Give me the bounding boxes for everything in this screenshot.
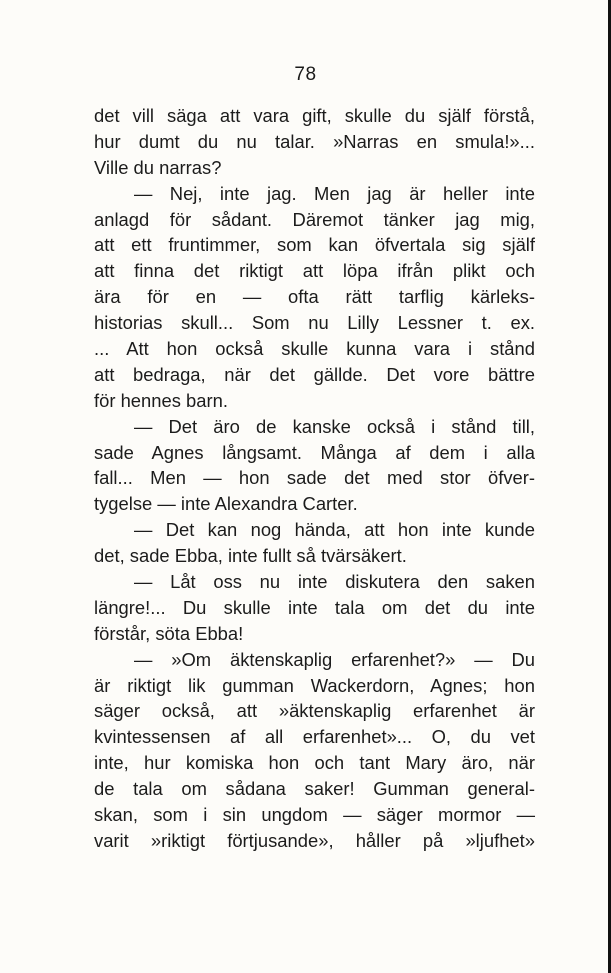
body-text — [94, 103, 535, 854]
text-line: längre!... Du skulle inte tala om det du inte — [94, 596, 535, 618]
text-line: — Det kan nog hända, att hon inte kunde — [134, 519, 535, 541]
text-line: Ville du narras? — [94, 156, 222, 178]
text-line: sade Agnes långsamt. Många af dem i alla — [94, 441, 535, 463]
text-line: det, sade Ebba, inte fullt så tvärsäkert. — [94, 545, 407, 567]
page-number: 78 — [294, 64, 317, 85]
text-line: att ett fruntimmer, som kan öfvertala sig själf — [94, 234, 535, 256]
text-line: är riktigt lik gumman Wackerdorn, Agnes; hon — [94, 674, 535, 696]
text-line: det vill säga att vara gift, skulle du själf förstå, — [94, 105, 535, 126]
text-line: ära för en — ofta rätt tarflig kärleks- — [94, 286, 535, 308]
text-line: hur dumt du nu talar. »Narras en smula!»... — [94, 130, 535, 152]
text-line: ... Att hon också skulle kunna vara i stånd — [94, 338, 535, 360]
text-line: — Det äro de kanske också i stånd till, — [134, 415, 535, 437]
text-line: förstår, söta Ebba! — [94, 622, 244, 644]
text-line: att finna det riktigt att löpa ifrån plikt och — [94, 260, 535, 282]
text-line: skan, som i sin ungdom — säger mormor — — [94, 804, 535, 826]
text-line: kvintessensen af all erfarenhet»... O, du vet — [94, 726, 535, 748]
text-line: — Låt oss nu inte diskutera den saken — [134, 571, 535, 593]
text-line: för hennes barn. — [94, 389, 228, 411]
text-line: att bedraga, när det gällde. Det vore bättre — [94, 363, 535, 385]
text-line: säger också, att »äktenskaplig erfarenhet är — [94, 700, 535, 722]
text-line: fall... Men — hon sade det med stor öfver- — [94, 467, 535, 489]
text-line: — »Om äktenskaplig erfarenhet?» — Du — [134, 648, 535, 670]
text-line: tygelse — inte Alexandra Carter. — [94, 493, 358, 515]
text-line: — Nej, inte jag. Men jag är heller inte — [134, 182, 535, 204]
text-line: anlagd för sådant. Däremot tänker jag mig, — [94, 208, 535, 230]
text-line: inte, hur komiska hon och tant Mary äro, när — [94, 752, 535, 774]
text-line: historias skull... Som nu Lilly Lessner t. ex. — [94, 312, 535, 334]
text-line: de tala om sådana saker! Gumman general- — [94, 778, 535, 800]
text-line: varit »riktigt förtjusande», håller på »ljufhet» — [94, 829, 535, 851]
